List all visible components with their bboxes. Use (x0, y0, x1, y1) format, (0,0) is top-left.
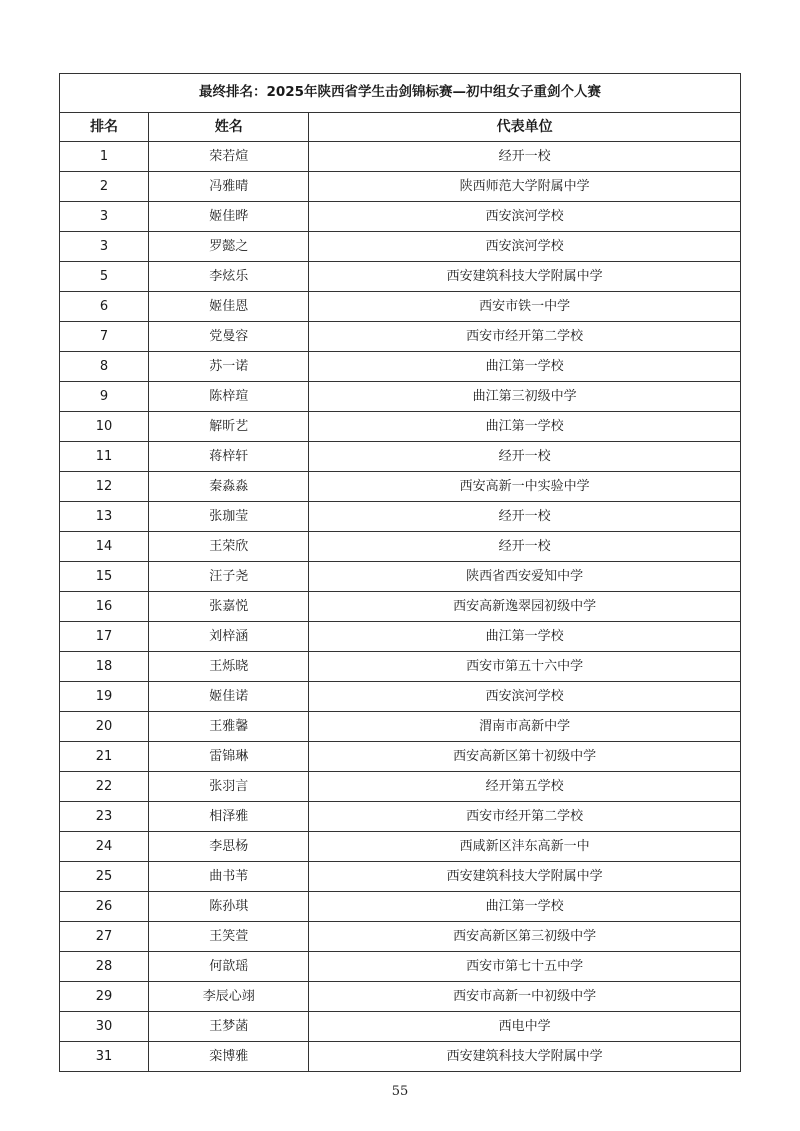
cell-rank: 31 (60, 1042, 149, 1072)
cell-unit: 西安建筑科技大学附属中学 (309, 862, 741, 892)
table-row (60, 952, 741, 982)
cell-rank: 17 (60, 622, 149, 652)
table-row (60, 292, 741, 322)
table-row (60, 592, 741, 622)
cell-unit: 西安市高新一中初级中学 (309, 982, 741, 1012)
cell-name: 姬佳诺 (149, 682, 309, 712)
cell-name: 陈梓瑄 (149, 382, 309, 412)
cell-name: 李思杨 (149, 832, 309, 862)
cell-name: 何歆瑶 (149, 952, 309, 982)
cell-name: 王烁晓 (149, 652, 309, 682)
table-row (60, 892, 741, 922)
cell-name: 汪子尧 (149, 562, 309, 592)
cell-rank: 30 (60, 1012, 149, 1042)
table-row (60, 442, 741, 472)
cell-name: 雷锦琳 (149, 742, 309, 772)
table-row (60, 982, 741, 1012)
cell-rank: 29 (60, 982, 149, 1012)
cell-rank: 10 (60, 412, 149, 442)
cell-unit: 西安高新一中实验中学 (309, 472, 741, 502)
cell-name: 张羽言 (149, 772, 309, 802)
cell-name: 罗懿之 (149, 232, 309, 262)
cell-unit: 西安建筑科技大学附属中学 (309, 1042, 741, 1072)
cell-name: 王雅馨 (149, 712, 309, 742)
cell-name: 荣若煊 (149, 142, 309, 172)
cell-rank: 9 (60, 382, 149, 412)
cell-unit: 经开一校 (309, 502, 741, 532)
cell-unit: 经开一校 (309, 532, 741, 562)
cell-rank: 27 (60, 922, 149, 952)
cell-unit: 曲江第一学校 (309, 892, 741, 922)
cell-name: 李辰心翊 (149, 982, 309, 1012)
cell-name: 姬佳晔 (149, 202, 309, 232)
cell-unit: 西安建筑科技大学附属中学 (309, 262, 741, 292)
cell-name: 张嘉悦 (149, 592, 309, 622)
table-row (60, 532, 741, 562)
cell-name: 栾博雅 (149, 1042, 309, 1072)
cell-unit: 经开第五学校 (309, 772, 741, 802)
cell-rank: 26 (60, 892, 149, 922)
cell-name: 苏一诺 (149, 352, 309, 382)
table-row (60, 922, 741, 952)
table-row (60, 832, 741, 862)
table-row (60, 562, 741, 592)
cell-rank: 22 (60, 772, 149, 802)
cell-rank: 23 (60, 802, 149, 832)
cell-name: 相泽雅 (149, 802, 309, 832)
table-row (60, 382, 741, 412)
cell-name: 王梦菡 (149, 1012, 309, 1042)
cell-unit: 西安市经开第二学校 (309, 322, 741, 352)
cell-name: 李炫乐 (149, 262, 309, 292)
table-row (60, 322, 741, 352)
cell-unit: 西咸新区沣东高新一中 (309, 832, 741, 862)
cell-unit: 西安滨河学校 (309, 202, 741, 232)
table-row (60, 472, 741, 502)
cell-name: 王荣欣 (149, 532, 309, 562)
table-row (60, 502, 741, 532)
table-row (60, 172, 741, 202)
cell-unit: 西安市铁一中学 (309, 292, 741, 322)
cell-name: 冯雅晴 (149, 172, 309, 202)
cell-name: 王笑萱 (149, 922, 309, 952)
cell-rank: 25 (60, 862, 149, 892)
cell-rank: 15 (60, 562, 149, 592)
header-unit: 代表单位 (309, 113, 741, 142)
table-row (60, 802, 741, 832)
cell-rank: 3 (60, 202, 149, 232)
cell-name: 曲书苇 (149, 862, 309, 892)
cell-rank: 13 (60, 502, 149, 532)
cell-name: 解昕艺 (149, 412, 309, 442)
page-number: 55 (391, 1084, 409, 1099)
cell-rank: 7 (60, 322, 149, 352)
cell-unit: 西安高新区第三初级中学 (309, 922, 741, 952)
cell-unit: 渭南市高新中学 (309, 712, 741, 742)
table-header-row (60, 113, 741, 142)
cell-unit: 陕西省西安爱知中学 (309, 562, 741, 592)
cell-unit: 西安高新区第十初级中学 (309, 742, 741, 772)
cell-unit: 陕西师范大学附属中学 (309, 172, 741, 202)
table-row (60, 772, 741, 802)
cell-rank: 2 (60, 172, 149, 202)
cell-unit: 经开一校 (309, 142, 741, 172)
cell-unit: 西安市第五十六中学 (309, 652, 741, 682)
cell-rank: 24 (60, 832, 149, 862)
table-row (60, 232, 741, 262)
cell-unit: 西安滨河学校 (309, 682, 741, 712)
cell-rank: 16 (60, 592, 149, 622)
cell-name: 蒋梓轩 (149, 442, 309, 472)
cell-unit: 西安市经开第二学校 (309, 802, 741, 832)
table-row (60, 142, 741, 172)
table-row (60, 622, 741, 652)
table-title-row (60, 74, 741, 113)
results-table (59, 73, 741, 1072)
cell-rank: 8 (60, 352, 149, 382)
cell-rank: 3 (60, 232, 149, 262)
cell-rank: 14 (60, 532, 149, 562)
table-row (60, 712, 741, 742)
cell-unit: 西安高新逸翠园初级中学 (309, 592, 741, 622)
cell-rank: 12 (60, 472, 149, 502)
cell-name: 党曼容 (149, 322, 309, 352)
cell-unit: 曲江第三初级中学 (309, 382, 741, 412)
table-row (60, 862, 741, 892)
cell-name: 刘梓涵 (149, 622, 309, 652)
table-row (60, 742, 741, 772)
cell-name: 秦淼淼 (149, 472, 309, 502)
cell-rank: 18 (60, 652, 149, 682)
cell-unit: 曲江第一学校 (309, 622, 741, 652)
table-row (60, 262, 741, 292)
header-name: 姓名 (149, 113, 309, 142)
table-row (60, 1012, 741, 1042)
cell-rank: 20 (60, 712, 149, 742)
cell-unit: 西电中学 (309, 1012, 741, 1042)
cell-name: 张珈莹 (149, 502, 309, 532)
table-row (60, 1042, 741, 1072)
cell-rank: 28 (60, 952, 149, 982)
table-row (60, 202, 741, 232)
cell-rank: 19 (60, 682, 149, 712)
cell-rank: 1 (60, 142, 149, 172)
cell-rank: 6 (60, 292, 149, 322)
results-table-body (60, 74, 741, 1072)
header-rank: 排名 (60, 113, 149, 142)
cell-unit: 曲江第一学校 (309, 412, 741, 442)
table-row (60, 412, 741, 442)
cell-unit: 西安滨河学校 (309, 232, 741, 262)
cell-rank: 5 (60, 262, 149, 292)
cell-name: 陈孙琪 (149, 892, 309, 922)
table-row (60, 352, 741, 382)
table-row (60, 652, 741, 682)
cell-rank: 21 (60, 742, 149, 772)
cell-unit: 经开一校 (309, 442, 741, 472)
table-row (60, 682, 741, 712)
cell-rank: 11 (60, 442, 149, 472)
table-title: 最终排名：2025年陕西省学生击剑锦标赛—初中组女子重剑个人赛 (60, 74, 741, 113)
cell-name: 姬佳恩 (149, 292, 309, 322)
cell-unit: 西安市第七十五中学 (309, 952, 741, 982)
cell-unit: 曲江第一学校 (309, 352, 741, 382)
